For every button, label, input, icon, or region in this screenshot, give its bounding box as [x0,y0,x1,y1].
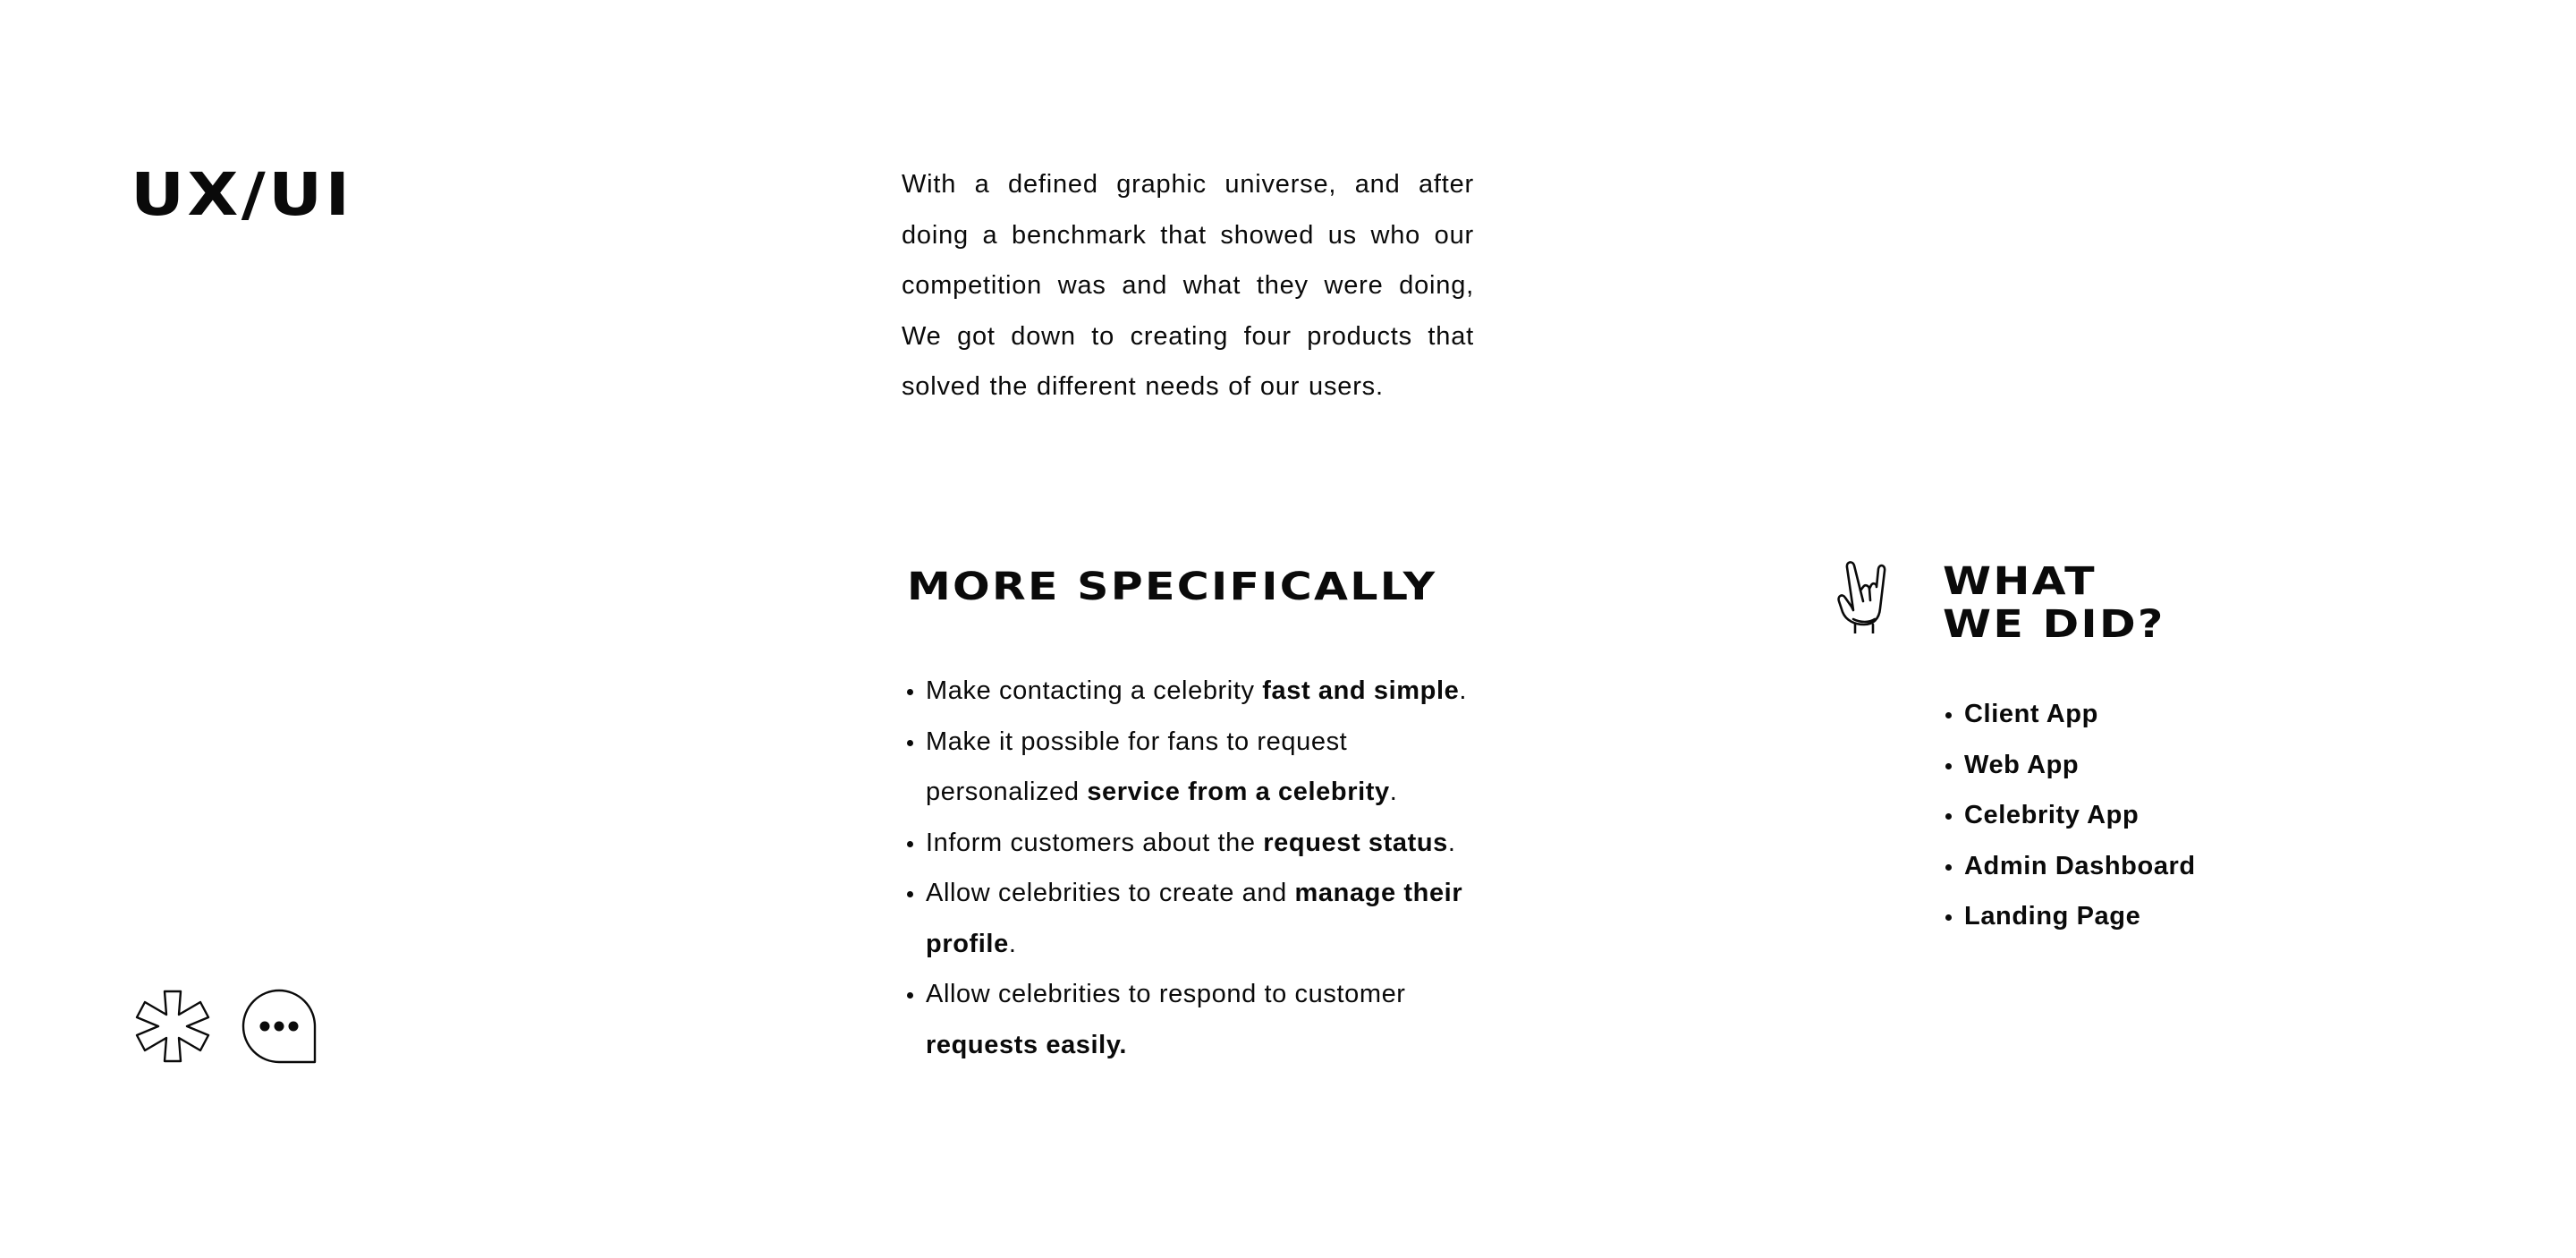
list-item: • Web App [1964,740,2340,791]
deliverables-list [1939,689,2340,942]
list-item-emphasis: fast and simple [1262,676,1460,705]
list-item-suffix: . [1459,676,1468,705]
list-item-text: Inform customers about the [926,828,1264,857]
list-item-emphasis: manage their profile [926,879,1463,958]
list-item [926,868,1505,969]
chat-bubble-icon [242,989,317,1064]
list-item-suffix: . [1389,778,1398,806]
what-we-did-heading-line2: WE DID? [1943,602,2165,648]
list-item [926,717,1505,818]
page-title: UX/UI [131,160,353,229]
list-item: • Client App [1964,689,2340,740]
intro-paragraph: With a defined graphic universe, and after doing a benchmark that showed us who our competition was and what they were doing, We got down to creating four products that solved the different needs of our users. [902,170,1474,401]
list-item-emphasis: request status [1263,828,1448,857]
list-item-text: Allow celebrities to create and [926,879,1295,907]
list-item: • Landing Page [1964,891,2340,942]
what-we-did-heading-line1: WHAT [1943,559,2097,604]
list-item: • Celebrity App [1964,790,2340,841]
list-item [926,666,1505,717]
more-specifically-heading: MORE SPECIFICALLY [907,565,1437,609]
list-item-text: Make contacting a celebrity [926,676,1263,705]
list-item-suffix: . [1447,828,1456,857]
list-item: • Admin Dashboard [1964,841,2340,892]
list-item-suffix: . [1008,929,1017,958]
list-item-text: Make it possible for fans to request personalized [926,727,1348,806]
list-item-emphasis: service from a celebrity [1087,778,1390,806]
list-item [926,969,1505,1070]
list-item [926,818,1505,869]
what-we-did-heading [1943,560,2165,646]
list-item-emphasis: requests easily. [926,1030,1128,1059]
objectives-list [901,666,1505,1070]
rock-hand-icon [1834,557,1896,633]
list-item-text: Allow celebrities to respond to customer [926,980,1406,1008]
asterisk-icon [129,990,216,1063]
